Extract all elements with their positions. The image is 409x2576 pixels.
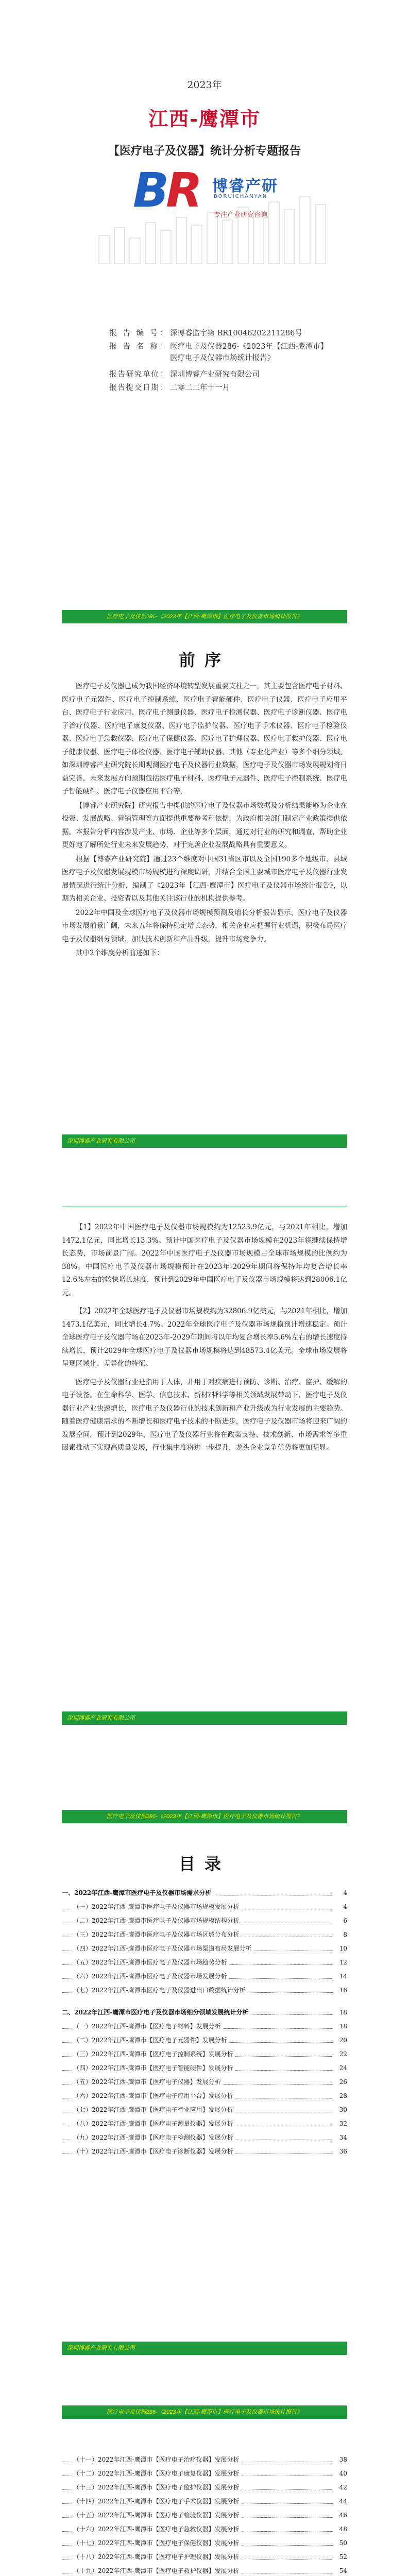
- toc-entry-page: 4: [332, 1900, 347, 1914]
- toc-list: [62, 1886, 347, 2159]
- toc-entry[interactable]: [62, 1956, 347, 1970]
- meta-report-name: [109, 341, 326, 364]
- preface-page-1: [0, 598, 409, 1176]
- preface-point: 【1】2022年中国医疗电子及仪器市场规模约为12523.9亿元，与2021年相比，增加1472.1亿元，同比增长13.3%。预计中国医疗电子及仪器市场规模在2023年将继续保持增长态势，市场前景广阔。2022年中国医疗电子及仪器市场规模占全球市场规模的比例约为38%。中国医疗电子及仪器市场规模预计在2023年-2029年期间将保持年均复合增长率12.6%左右的较快增长速度，预计到2029年中国医疗电子及仪器市场规模将达到28006.1亿元。: [62, 1223, 347, 1297]
- toc-entry[interactable]: [62, 2117, 347, 2131]
- toc-entry[interactable]: [62, 2047, 347, 2061]
- header-banner: 医疗电子及仪器286-《2023年【江西-鹰潭市】医疗电子及仪器市场统计报告》: [62, 1810, 347, 1823]
- toc-entry-label: （十八）2022年江西-鹰潭市【医疗电子护理仪器】发展分析: [73, 2550, 242, 2564]
- preface-paragraph: 医疗电子及仪器已成为我国经济环境转型发展重要支柱之一，其主要包含医疗电子材料、医疗电子元器件、医疗电子控制系统、医疗电子智能硬件、医疗电子仪器、医疗电子应用平台、医疗电子行业应用、医疗电子测量仪器、医疗电子检测仪器、医疗电子诊断仪器、医疗电子治疗仪器、医疗电子康复仪器、医疗电子监护仪器、医疗电子手术仪器、医疗电子检验仪器、医疗电子急救仪器、医疗电子保健仪器、医疗电子护理仪器、医疗电子救护仪器、医疗电子健康仪器、医疗电子体检仪器、医疗电子辅助仪器、其他（专业化产业）等多个细分领域。如深圳博睿产业研究院长期观测医疗电子及仪器行业数据，医疗电子及仪器市场发展规划将日益完善，未来发展方向预期包括医疗电子材料、医疗电子元器件、医疗电子控制系统、医疗电子智能硬件、医疗电子仪器应用平台等，: [62, 682, 347, 795]
- toc-entry-label: （十九）2022年江西-鹰潭市【医疗电子救护仪器】发展分析: [73, 2564, 242, 2576]
- logo-name-en: BORUICHANYAN: [214, 194, 268, 199]
- toc-entry-page: 38: [332, 2453, 347, 2467]
- br-logo-mark: BR: [133, 163, 199, 218]
- toc-entry-page: 6: [332, 1914, 347, 1928]
- toc-entry-label: （六）2022年江西-鹰潭市医疗电子及仪器市场发展分析: [73, 1970, 229, 1984]
- toc-entry-page: 32: [332, 2117, 347, 2131]
- toc-entry[interactable]: [62, 2075, 347, 2089]
- footer-bar: 深圳博睿产业研究有限公司: [62, 2342, 347, 2355]
- toc-entry-page: 28: [332, 2089, 347, 2103]
- toc-entry-label: （一）2022年江西-鹰潭市【医疗电子材料】发展分析: [73, 2020, 223, 2033]
- toc-entry-page: 54: [332, 2564, 347, 2576]
- toc-entry[interactable]: [62, 2020, 347, 2033]
- footer-bar: 深圳博睿产业研究有限公司: [62, 1134, 347, 1148]
- toc-entry-label: （七）2022年江西-鹰潭市医疗电子及仪器进出口数据统计分析: [73, 1984, 248, 1997]
- toc-entry[interactable]: [62, 2033, 347, 2047]
- toc-entry-page: 46: [332, 2509, 347, 2522]
- logo-slogan: 专注产业研究咨询: [214, 211, 268, 219]
- toc-entry-page: 52: [332, 2550, 347, 2564]
- toc-entry[interactable]: [62, 2495, 347, 2509]
- toc-entry-label: （十六）2022年江西-鹰潭市【医疗电子急救仪器】发展分析: [73, 2522, 242, 2536]
- toc-entry-label: （九）2022年江西-鹰潭市【医疗电子检测仪器】发展分析: [73, 2131, 235, 2145]
- cover-city-title: 江西-鹰潭市: [148, 107, 261, 130]
- toc-entry[interactable]: [62, 2145, 347, 2159]
- toc-entry[interactable]: [62, 2006, 347, 2020]
- toc-entry[interactable]: [62, 2509, 347, 2522]
- meta-research-unit: [109, 369, 260, 380]
- toc-entry[interactable]: [62, 2550, 347, 2564]
- meta-value: 深博睿监字第 BR10046202211286号: [170, 329, 302, 337]
- toc-entry[interactable]: [62, 1886, 347, 1900]
- cover-subtitle: 【医疗电子及仪器】统计分析专题报告: [108, 144, 301, 158]
- preface-closing: 医疗电子及仪器行业是指用于人体，并用于对疾病进行预防、诊断、治疗、监护、缓解的电子设备。在生命科学、医学、信息技术、新材料科学等相关领域发展带动下，医疗电子及仪器行业产业快速增长，医疗电子及仪器行业的技术创新和产业升级成为行业发展的主要趋势。随着医疗健康需求的不断增长和医疗电子技术的不断进步，医疗电子及仪器市场将迎来广阔的发展空间。预计到2029年，医疗电子及仪器行业将在政策支持、技术创新、市场需求等多重因素推动下实现高质量发展，行业集中度将进一步提升，龙头企业竞争优势将更加明显。: [62, 1378, 347, 1452]
- toc-entry-page: 44: [332, 2495, 347, 2509]
- toc-entry-label: （一）2022年江西-鹰潭市医疗电子及仪器市场规模发展分析: [73, 1900, 242, 1914]
- toc-list: [62, 2453, 347, 2576]
- meta-key: 报 告 编 号：: [109, 329, 167, 337]
- toc-entry-label: 二、2022年江西-鹰潭市医疗电子及仪器市场细分领域发展统计分析: [62, 2006, 250, 2020]
- toc-entry-page: 34: [332, 2131, 347, 2145]
- toc-entry[interactable]: [62, 2131, 347, 2145]
- preface-point: 【2】2022年全球医疗电子及仪器市场规模约为32806.9亿美元，与2021年相比，增加1473.1亿美元，同比增长4.7%。2022年全球医疗电子及仪器市场规模预计增速稳定。预计全球医疗电子及仪器市场在2023年-2029年期间将以年均复合增长率5.6%左右的增长速度持续增长，预计2029年全球医疗电子及仪器市场规模将达到48573.4亿美元。全球市场发展将呈现区域化、差异化的特征。: [62, 1307, 347, 1368]
- preface-title: 前序: [178, 650, 230, 670]
- toc-page-1: [0, 1802, 409, 2380]
- toc-entry-page: 18: [332, 2020, 347, 2033]
- toc-entry[interactable]: [62, 2061, 347, 2075]
- toc-entry-label: 一、2022年江西-鹰潭市医疗电子及仪器市场需求分析: [62, 1886, 213, 1900]
- toc-entry-label: （六）2022年江西-鹰潭市【医疗电子应用平台】发展分析: [73, 2089, 235, 2103]
- toc-entry[interactable]: [62, 2536, 347, 2550]
- meta-value: 二零二二年十一月: [170, 384, 230, 392]
- toc-entry-page: 10: [332, 1942, 347, 1956]
- toc-entry[interactable]: [62, 2089, 347, 2103]
- toc-entry[interactable]: [62, 1914, 347, 1928]
- logo-name-cn: 博睿产研: [212, 177, 278, 195]
- toc-entry-page: 26: [332, 2075, 347, 2089]
- toc-entry-label: （五）2022年江西-鹰潭市【医疗电子仪器】发展分析: [73, 2075, 223, 2089]
- meta-key: 报 告 名 称：: [109, 343, 167, 351]
- toc-entry[interactable]: [62, 2467, 347, 2481]
- toc-page-2: [0, 2396, 409, 2576]
- meta-key: 报告研究单位：: [109, 370, 167, 379]
- meta-submit-date: [109, 382, 230, 394]
- toc-entry-label: （二）2022年江西-鹰潭市医疗电子及仪器市场规模结构分析: [73, 1914, 242, 1928]
- toc-entry[interactable]: [62, 2481, 347, 2495]
- toc-entry-label: （十七）2022年江西-鹰潭市【医疗电子保健仪器】发展分析: [73, 2536, 242, 2550]
- toc-entry-page: 18: [332, 2006, 347, 2020]
- toc-entry[interactable]: [62, 2522, 347, 2536]
- toc-entry-page: 4: [332, 1886, 347, 1900]
- toc-entry[interactable]: [62, 1984, 347, 1997]
- toc-entry[interactable]: [62, 2564, 347, 2576]
- toc-entry-page: 14: [332, 1970, 347, 1984]
- toc-entry-label: （四）2022年江西-鹰潭市【医疗电子智能硬件】发展分析: [73, 2061, 235, 2075]
- toc-entry[interactable]: [62, 1970, 347, 1984]
- preface-paragraph: 根据【博睿产业研究院】通过23个维度对中国31省区市以及全国190多个地级市、县域医疗电子及仪器发展规模市场规模进行深度调研，并结合全国主要城市医疗电子及仪器行业发展情况进行统计分析，编制了《2023年【江西-鹰潭市】医疗电子及仪器市场统计报告》，以期为相关企业、投资者以及其他关注该行业的机构提供参考。: [62, 855, 347, 903]
- toc-entry-page: 36: [332, 2145, 347, 2159]
- preface-paragraph: 其中2个维度分析前述如下：: [76, 949, 164, 957]
- header-banner: 医疗电子及仪器286-《2023年【江西-鹰潭市】医疗电子及仪器市场统计报告》: [62, 2405, 347, 2419]
- toc-entry[interactable]: [62, 1900, 347, 1914]
- toc-entry-label: （八）2022年江西-鹰潭市【医疗电子测量仪器】发展分析: [73, 2117, 235, 2131]
- meta-key: 报告提交日期：: [109, 384, 167, 392]
- toc-entry-label: （七）2022年江西-鹰潭市【医疗电子行业应用】发展分析: [73, 2103, 235, 2117]
- toc-entry[interactable]: [62, 2103, 347, 2117]
- toc-entry-page: 22: [332, 2047, 347, 2061]
- toc-entry-label: （十四）2022年江西-鹰潭市【医疗电子手术仪器】发展分析: [73, 2495, 242, 2509]
- toc-entry-label: （五）2022年江西-鹰潭市医疗电子及仪器市场趋势分析: [73, 1956, 229, 1970]
- toc-entry-label: （十五）2022年江西-鹰潭市【医疗电子检验仪器】发展分析: [73, 2509, 242, 2522]
- toc-entry-label: （四）2022年江西-鹰潭市医疗电子及仪器市场渠道布局发展分析: [73, 1942, 254, 1956]
- cover-year: 2023年: [187, 79, 222, 91]
- toc-entry-label: （三）2022年江西-鹰潭市医疗电子及仪器市场区域分布分析: [73, 1928, 242, 1942]
- header-banner: 医疗电子及仪器286-《2023年【江西-鹰潭市】医疗电子及仪器市场统计报告》: [62, 610, 347, 623]
- toc-entry-label: （十）2022年江西-鹰潭市【医疗电子诊断仪器】发展分析: [73, 2145, 235, 2159]
- toc-entry[interactable]: [62, 2453, 347, 2467]
- preface-points: [62, 1221, 347, 1456]
- toc-entry-page: 30: [332, 2103, 347, 2117]
- meta-report-number: [109, 328, 302, 339]
- toc-entry-label: （十三）2022年江西-鹰潭市【医疗电子监护仪器】发展分析: [73, 2481, 242, 2495]
- toc-entry-label: （十一）2022年江西-鹰潭市【医疗电子治疗仪器】发展分析: [73, 2453, 242, 2467]
- toc-entry[interactable]: [62, 1928, 347, 1942]
- company-logo: [89, 164, 320, 229]
- toc-entry-page: 40: [332, 2467, 347, 2481]
- toc-entry-page: 50: [332, 2536, 347, 2550]
- toc-entry[interactable]: [62, 1942, 347, 1956]
- footer-bar: 深圳博睿产业研究有限公司: [62, 1711, 347, 1725]
- preface-paragraph: 【博睿产业研究院】研究报告中提供的医疗电子及仪器市场数据及分析结果能够为企业在投资、发展战略、营销管理等方面提供重要参考和依据，为政府相关部门制定产业政策提供依据。本报告分析内容涉及产业、市场、企业等多个层面，通过对行业的研究和调查，帮助企业更好地了解所处行业未来发展趋势，对于完善企业发展战略具有重要意义。: [62, 801, 347, 849]
- toc-title: 目录: [178, 1854, 230, 1874]
- preface-page-2: [0, 1192, 409, 1771]
- toc-entry-page: 20: [332, 2033, 347, 2047]
- preface-body: [62, 680, 347, 961]
- cover-page: [0, 0, 409, 579]
- toc-entry-page: 24: [332, 2061, 347, 2075]
- toc-entry-page: 48: [332, 2522, 347, 2536]
- toc-entry-label: （二）2022年江西-鹰潭市【医疗电子元器件】发展分析: [73, 2033, 229, 2047]
- meta-value: 医疗电子及仪器286-《2023年【江西-鹰潭市】医疗电子及仪器市场统计报告》: [170, 343, 325, 362]
- toc-entry-page: 12: [332, 1956, 347, 1970]
- toc-entry-page: 42: [332, 2481, 347, 2495]
- toc-entry-page: 8: [332, 1928, 347, 1942]
- toc-entry-label: （十二）2022年江西-鹰潭市【医疗电子康复仪器】发展分析: [73, 2467, 242, 2481]
- toc-entry-label: （三）2022年江西-鹰潭市【医疗电子控制系统】发展分析: [73, 2047, 235, 2061]
- preface-paragraph: 2022年中国及全球医疗电子及仪器市场规模预测及增长分析报告显示，医疗电子及仪器市场发展前景广阔，未来五年将保持稳定增长态势，相关企业应把握行业机遇，积极布局医疗电子及仪器细分领域，加快技术创新和产品升级，提升市场竞争力。: [62, 908, 347, 943]
- toc-entry-page: 16: [332, 1984, 347, 1997]
- meta-value: 深圳博睿产业研究有限公司: [170, 370, 260, 379]
